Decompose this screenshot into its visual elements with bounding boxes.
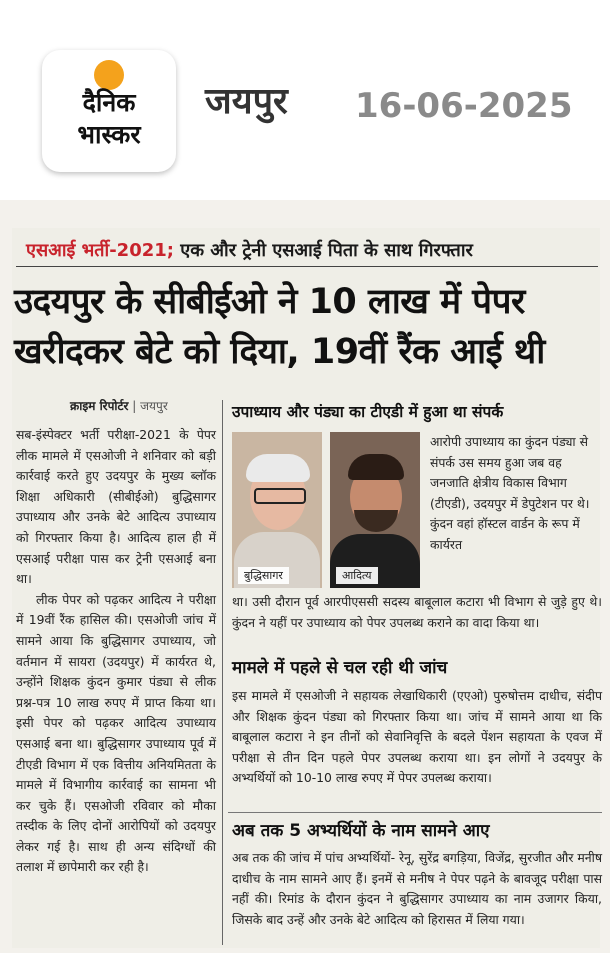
kicker-text: एक और ट्रेनी एसआई पिता के साथ गिरफ्तार: [173, 240, 473, 261]
sun-icon: [94, 60, 124, 90]
left-paragraph-1: सब-इंस्पेक्टर भर्ती परीक्षा-2021 के पेपर लीक मामले में एसओजी ने शनिवार को बड़ी कार्रवाई करते हुए उदयपुर के मुख्य ब्लॉक शिक्षा अधिकारी (सीबीईओ) बुद्धिसागर उपाध्याय और उनके बेटे आदित्य उपाध्याय को गिरफ्तार किया है। आदित्य हाल ही में एसआई परीक्षा पास कर ट्रेनी एसआई बना था।: [16, 427, 216, 587]
section3-text: अब तक की जांच में पांच अभ्यर्थियों- रेनू, सुरेंद्र बगड़िया, विजेंद्र, सुरजीत और मनीष दाधीच के नाम सामने आए हैं। इनमें से मनीष ने पेपर पढ़ने के बावजूद परीक्षा पास नहीं की। रिमांड के दौरान कुंदन ने बुद्धिसागर उपाध्याय का नाम उजागर किया, जिसके बाद उन्हें और उनके बेटे आदित्य को हिरासत में लिया गया।: [232, 850, 602, 927]
section1-side-text: आरोपी उपाध्याय का कुंदन पंड्या से संपर्क उस समय हुआ जब वह जनजाति क्षेत्रीय विकास विभाग (टीएडी), उदयपुर में डेपुटेशन पर थे। कुंदन वहां हॉस्टल वार्डन के रूप में कार्यरत: [430, 434, 590, 552]
photo1-caption: बुद्धिसागर: [238, 567, 289, 584]
headline-line-1: उदयपुर के सीबीईओ ने 10 लाख में पेपर: [14, 282, 525, 322]
section3-body: [232, 848, 602, 930]
photo1-hair: [246, 454, 310, 482]
photo-buddhisagar: [232, 432, 322, 588]
section1-heading: उपाध्याय और पंड्या का टीएडी में हुआ था संपर्क: [232, 403, 504, 421]
article-kicker: [26, 238, 606, 264]
left-paragraph-2: लीक पेपर को पढ़कर आदित्य ने परीक्षा में 19वीं रैंक हासिल की। एसओजी जांच में सामने आया कि बुद्धिसागर उपाध्याय, जो वर्तमान में सायरा (उदयपुर) में कार्यरत थे, उन्होंने शिक्षक कुंदन कुमार पंड्या से लीक प्रश्न-पत्र 10 लाख रुपए में प्राप्त किया था। इसी पेपर को पढ़कर आदित्य उपाध्याय एसआई बना था। बुद्धिसागर उपाध्याय पूर्व में टीएडी विभाग में एक वित्तीय अनियमितता के मामले में विभागीय कार्रवाई का सामना भी कर चुके हैं। एसओजी रविवार को मौका तस्दीक के लिए दोनों आरोपियों को उदयपुर लेकर गई है। साथ ही अन्य संदिग्धों की तलाश में छापेमारी कर रही है।: [16, 591, 216, 875]
byline-place: | जयपुर: [128, 399, 168, 413]
byline-name: क्राइम रिपोर्टर: [70, 399, 129, 413]
section1-continued: [232, 592, 602, 633]
section2-text: इस मामले में एसओजी ने सहायक लेखाधिकारी (एएओ) पुरुषोत्तम दाधीच, संदीप और शिक्षक कुंदन पंड्या को गिरफ्तार किया था। जांच में सामने आया था कि बाबूलाल कटारा ने इन तीनों को सेवानिवृत्ति के बदले पेंशन सहायता के एवज में परीक्षा से तीन दिन पहले पेपर उपलब्ध कराया था। इन लोगों ने उदयपुर के अभ्यर्थियों को 10-10 लाख रुपए में पेपर उपलब्ध कराया।: [232, 688, 602, 786]
dainik-bhaskar-logo: [42, 50, 176, 172]
photo-group: [232, 432, 420, 588]
byline: [70, 397, 168, 414]
section3-heading: अब तक 5 अभ्यर्थियों के नाम सामने आए: [232, 821, 490, 841]
logo-text-line2: भास्कर: [77, 120, 141, 149]
photo-aditya: [330, 432, 420, 588]
section1-continued-text: था। उसी दौरान पूर्व आरपीएससी सदस्य बाबूलाल कटारा भी विभाग से जुड़े हुए थे। कुंदन ने यहीं पर उपाध्याय को पेपर उपलब्ध कराने का वादा किया था।: [232, 594, 602, 630]
headline-line-2: खरीदकर बेटे को दिया, 19वीं रैंक आई थी: [14, 332, 545, 372]
section-divider: [228, 812, 602, 813]
left-column: [16, 425, 216, 878]
photo2-hair: [348, 454, 404, 480]
photo2-beard: [354, 510, 398, 532]
edition-city: जयपुर: [205, 81, 288, 122]
kicker-highlight: एसआई भर्ती-2021;: [26, 240, 174, 261]
section2-heading: मामले में पहले से चल रही थी जांच: [232, 658, 448, 678]
section2-body: [232, 686, 602, 789]
logo-text-line1: दैनिक: [82, 88, 136, 117]
edition-date: 16-06-2025: [355, 86, 573, 126]
app-header: [0, 0, 610, 200]
kicker-divider: [16, 266, 598, 267]
photo1-glasses: [254, 488, 306, 504]
column-divider: [222, 400, 223, 945]
photo2-caption: आदित्य: [336, 567, 378, 584]
